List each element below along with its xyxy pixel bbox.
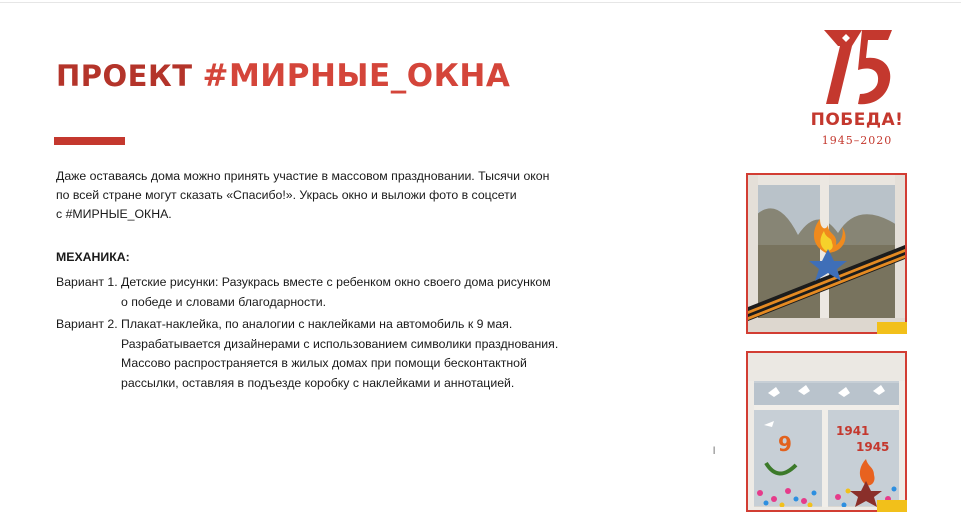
- variant-line: Разрабатывается дизайнерами с использованием символики празднования.: [121, 336, 559, 351]
- window-photo-drawings: [746, 351, 907, 512]
- intro-paragraph: [56, 167, 596, 224]
- logo-word: ПОБЕДА!: [810, 110, 904, 130]
- variant-line: Плакат-наклейка, по аналогии с наклейками на автомобиль к 9 мая.: [121, 317, 513, 331]
- intro-line: по всей стране могут сказать «Спасибо!». Укрась окно и выложи фото в соцсети: [56, 188, 517, 202]
- title-hashtag: #МИРНЫЕ_ОКНА: [202, 58, 511, 94]
- photo-year-1941: 1941: [836, 424, 870, 438]
- variant-label: Вариант 1.: [56, 275, 118, 289]
- accent-bar: [54, 137, 125, 145]
- top-divider: [0, 2, 961, 3]
- intro-line: с #МИРНЫЕ_ОКНА.: [56, 207, 172, 221]
- variant-body: [121, 273, 591, 312]
- variant-body: [121, 315, 591, 393]
- photo-year-1945: 1945: [856, 440, 890, 454]
- variant-label: Вариант 2.: [56, 317, 118, 331]
- variant-line: о победе и словами благодарности.: [121, 294, 327, 309]
- variant-2: [56, 315, 616, 393]
- variant-1: [56, 273, 616, 312]
- variant-line: Детские рисунки: Разукрась вместе с ребенком окно своего дома рисунком: [121, 275, 551, 289]
- victory-75-logo: [804, 28, 910, 150]
- logo-75-graphic: [822, 28, 894, 106]
- photo-number-9: 9: [778, 432, 792, 456]
- side-mark: l: [713, 446, 716, 457]
- window-photo-ribbon-image: [748, 175, 905, 332]
- variant-line: рассылки, оставляя в подъезде коробку с наклейками и аннотацией.: [121, 375, 515, 390]
- photo-yellow-tab: [877, 322, 907, 334]
- window-photo-drawings-image: [748, 353, 905, 510]
- intro-line: Даже оставаясь дома можно принять участие в массовом праздновании. Тысячи окон: [56, 169, 550, 183]
- title-project: ПРОЕКТ: [56, 59, 193, 93]
- window-photo-ribbon: [746, 173, 907, 334]
- page-title: [56, 58, 510, 94]
- mechanics-heading: МЕХАНИКА:: [56, 250, 130, 264]
- variant-line: Массово распространяется в жилых домах при помощи бесконтактной: [121, 356, 527, 370]
- logo-years: 1945–2020: [821, 134, 893, 147]
- photo-yellow-tab: [877, 500, 907, 512]
